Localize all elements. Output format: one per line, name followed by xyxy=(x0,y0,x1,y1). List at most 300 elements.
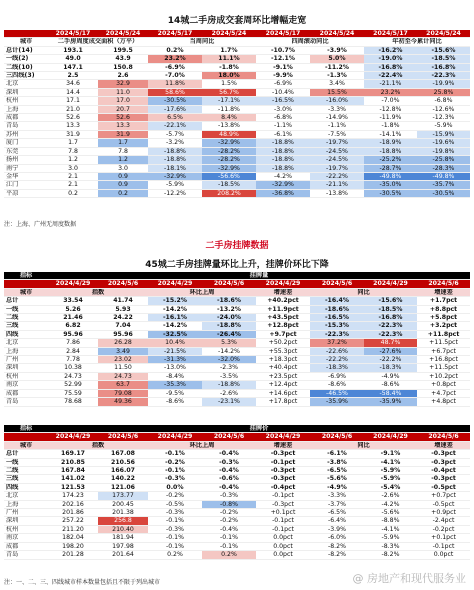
table-cell: -0.1% xyxy=(202,534,256,542)
table-cell: 7.86 xyxy=(48,339,98,347)
col-index: 指数 xyxy=(48,288,148,296)
table-cell: +18.3pct xyxy=(256,356,310,364)
table-cell: 南京 xyxy=(4,381,48,389)
date-header: 2024/4/29 xyxy=(48,280,98,288)
table-cell: -6.8% xyxy=(417,97,470,105)
col-diff: 增速差 xyxy=(256,288,310,296)
table-cell: -31.3% xyxy=(148,356,202,364)
table-cell: 23.2% xyxy=(364,88,417,96)
col-wow: 环比上周 xyxy=(148,441,256,449)
table-cell: 上海 xyxy=(4,347,48,355)
table-cell: +16.8pct xyxy=(417,356,470,364)
table-row xyxy=(4,314,470,322)
table-row xyxy=(4,181,470,189)
table-cell: 33.54 xyxy=(48,297,98,305)
table-cell: 78.68 xyxy=(48,398,98,406)
table-cell: -5.9% xyxy=(417,122,470,130)
table-cell: -19.9% xyxy=(417,80,470,88)
table1-title: 14城二手房成交套周环比增幅走宽 xyxy=(167,16,307,26)
table-cell: 青岛 xyxy=(4,122,48,130)
table-cell: -0.2% xyxy=(202,517,256,525)
table-cell: 208.2% xyxy=(202,189,256,197)
table-cell: 青岛 xyxy=(4,398,48,406)
table-cell: -6.0% xyxy=(310,534,364,542)
table-cell: -0.3pct xyxy=(417,475,470,483)
table-cell: -5.7% xyxy=(148,130,202,138)
table-row xyxy=(4,509,470,517)
table-row xyxy=(4,475,470,483)
table-cell: -2.3% xyxy=(202,364,256,372)
table-cell: -9.1% xyxy=(256,63,310,71)
table-row xyxy=(4,330,470,338)
table-cell: 95.96 xyxy=(98,330,148,338)
table-cell: -28.2% xyxy=(202,147,256,155)
table-row xyxy=(4,458,470,466)
table-cell: 26.28 xyxy=(98,339,148,347)
table-cell: -6.9% xyxy=(148,63,202,71)
table-cell: -8.6% xyxy=(310,381,364,389)
table-cell: -8.3% xyxy=(364,542,417,550)
date-header: 2024/4/29 xyxy=(256,280,310,288)
table-cell: -6.5% xyxy=(310,509,364,517)
table-cell: -0.6% xyxy=(202,475,256,483)
table-cell: -12.8% xyxy=(364,105,417,113)
table-cell: 24.73 xyxy=(98,372,148,380)
table-cell: 3.49 xyxy=(98,347,148,355)
table-cell: -16.5% xyxy=(310,314,364,322)
table-cell: 1.2 xyxy=(98,156,148,164)
table-cell: -18.8% xyxy=(256,164,310,172)
table-cell: 11.1% xyxy=(202,55,256,63)
table-cell: 13.3 xyxy=(98,122,148,130)
table-cell: -0.1% xyxy=(148,517,202,525)
table-cell: -0.3pct xyxy=(256,475,310,483)
table-cell: +11.5pct xyxy=(417,364,470,372)
table-cell: +40.4pct xyxy=(256,364,310,372)
table-cell: -32.9% xyxy=(148,172,202,180)
table-cell: -16.2% xyxy=(364,46,417,54)
table-row xyxy=(4,381,470,389)
table-cell: 扬州 xyxy=(4,156,48,164)
table-cell: 210.85 xyxy=(48,458,98,466)
date-header: 2024/5/24 xyxy=(98,30,148,38)
table-cell: -14.2% xyxy=(202,347,256,355)
table-row xyxy=(4,114,470,122)
table-cell: -32.9% xyxy=(202,139,256,147)
table-cell: -3.3% xyxy=(310,492,364,500)
table-cell: +11.9pct xyxy=(256,305,310,313)
table-row xyxy=(4,339,470,347)
table-cell: -16.0% xyxy=(310,97,364,105)
table-cell: 11.50 xyxy=(98,364,148,372)
table-cell: -0.2% xyxy=(148,492,202,500)
table-cell: -0.3pct xyxy=(417,450,470,458)
table-cell: 0.2 xyxy=(48,189,98,197)
table-cell: 2.1 xyxy=(48,172,98,180)
date-header: 2024/5/6 xyxy=(202,433,256,441)
table-cell: -0.3pct xyxy=(256,500,310,508)
table-cell: +11.5pct xyxy=(417,339,470,347)
table-cell: -12.3% xyxy=(417,114,470,122)
table-cell: 二线(10) xyxy=(4,63,48,71)
col-index: 指数 xyxy=(48,441,148,449)
volume-name: 挂牌量 xyxy=(48,272,470,280)
table-cell: 52.6 xyxy=(48,114,98,122)
table-cell: 79.08 xyxy=(98,389,148,397)
table-row xyxy=(4,297,470,305)
table-row xyxy=(4,551,470,559)
date-header: 2024/5/6 xyxy=(310,280,364,288)
table-cell: -18.8% xyxy=(148,147,202,155)
table-cell: 20.7 xyxy=(98,105,148,113)
table-cell: 厦门 xyxy=(4,139,48,147)
date-header: 2024/5/17 xyxy=(48,30,98,38)
table-cell: -1.8% xyxy=(202,63,256,71)
table-cell: -15.3% xyxy=(310,322,364,330)
date-header: 2024/5/6 xyxy=(98,433,148,441)
table-cell: -24.5% xyxy=(310,156,364,164)
table-cell: 201.28 xyxy=(48,551,98,559)
table-cell: 6.82 xyxy=(48,322,98,330)
table-cell: -18.8% xyxy=(202,381,256,389)
table-cell: 43.9 xyxy=(98,55,148,63)
table-row xyxy=(4,347,470,355)
table-cell: -16.1% xyxy=(148,314,202,322)
table-cell: 182.04 xyxy=(48,534,98,542)
table-cell: -28.3% xyxy=(417,164,470,172)
table-cell: 7.8 xyxy=(48,147,98,155)
table-cell: 31.9 xyxy=(48,130,98,138)
table-cell: -5.9% xyxy=(148,181,202,189)
table-cell: -0.3pct xyxy=(256,467,310,475)
table1-note: 注：上海、广州无周度数据 xyxy=(4,221,77,228)
table-cell: -8.6% xyxy=(148,398,202,406)
watermark: @ 房地产和现代服务业 xyxy=(352,572,466,585)
table-cell: -0.1% xyxy=(148,467,202,475)
table-row xyxy=(4,534,470,542)
table-cell: -18.6% xyxy=(310,305,364,313)
table-cell: -15.2% xyxy=(148,297,202,305)
table-cell: -10.4% xyxy=(256,88,310,96)
table-row xyxy=(4,63,470,71)
table-cell: 平凉 xyxy=(4,189,48,197)
table-row xyxy=(4,156,470,164)
table-cell: +10.2pct xyxy=(417,372,470,380)
col-city: 城市 xyxy=(4,441,48,449)
col-diff: 增速差 xyxy=(256,441,310,449)
table-cell: 197.98 xyxy=(98,542,148,550)
table-cell: 东莞 xyxy=(4,147,48,155)
table-cell: 10.38 xyxy=(48,364,98,372)
table1 xyxy=(4,30,470,198)
price-label: 指标 xyxy=(4,425,48,433)
table-cell: 34.6 xyxy=(48,80,98,88)
table-cell: -27.6% xyxy=(364,347,417,355)
date-header: 2024/5/6 xyxy=(417,280,470,288)
table-cell: -0.1% xyxy=(148,450,202,458)
table-cell: +17.8pct xyxy=(256,398,310,406)
table-cell: -19.0% xyxy=(364,55,417,63)
table-cell: -6.9% xyxy=(310,372,364,380)
table-cell: -35.0% xyxy=(364,181,417,189)
table-cell: -22.2% xyxy=(364,356,417,364)
table-cell: +12.8pct xyxy=(256,322,310,330)
table-cell: -35.3% xyxy=(148,381,202,389)
table-cell: -8.4% xyxy=(148,372,202,380)
table-cell: 23.2% xyxy=(148,55,202,63)
table-cell: 杭州 xyxy=(4,97,48,105)
table-row xyxy=(4,542,470,550)
date-header: 2024/5/17 xyxy=(148,30,202,38)
table-row xyxy=(4,189,470,197)
table-cell: -12.1% xyxy=(256,55,310,63)
date-header: 2024/5/6 xyxy=(310,433,364,441)
table-cell: -18.8% xyxy=(256,156,310,164)
table-cell: 江门 xyxy=(4,181,48,189)
table-row xyxy=(4,389,470,397)
table-cell: -18.5% xyxy=(364,305,417,313)
table-cell: -0.1pct xyxy=(256,525,310,533)
table-cell: 169.17 xyxy=(48,450,98,458)
table-cell: 3.4% xyxy=(310,80,364,88)
table-cell: 11.8% xyxy=(148,80,202,88)
table-cell: -18.5% xyxy=(417,55,470,63)
table-cell: -3.5% xyxy=(202,372,256,380)
date-header: 2024/5/17 xyxy=(364,30,417,38)
table-cell: -22.4% xyxy=(364,72,417,80)
table-cell: -1.8% xyxy=(364,122,417,130)
table-cell: -14.9% xyxy=(310,114,364,122)
table-cell: 3.0 xyxy=(48,164,98,172)
table-cell: +0.9pct xyxy=(417,509,470,517)
table1-header-row xyxy=(4,38,470,46)
table-row xyxy=(4,164,470,172)
table-cell: 成都 xyxy=(4,389,48,397)
table-cell: -16.8% xyxy=(364,63,417,71)
table-cell: -46.5% xyxy=(310,389,364,397)
table-cell: 南宁 xyxy=(4,164,48,172)
table-cell: -9.5% xyxy=(148,389,202,397)
table-cell: +23.5pct xyxy=(256,372,310,380)
table-cell: -3.7% xyxy=(310,500,364,508)
table-cell: -26.4% xyxy=(202,330,256,338)
table-cell: -22.1% xyxy=(148,122,202,130)
table-cell: -3.9% xyxy=(310,525,364,533)
table-cell: 200.45 xyxy=(98,500,148,508)
date-header: 2024/5/6 xyxy=(417,433,470,441)
date-header: 2024/4/29 xyxy=(256,433,310,441)
date-header: 2024/5/24 xyxy=(310,30,364,38)
table-cell: 198.20 xyxy=(48,542,98,550)
table-cell: 167.08 xyxy=(98,450,148,458)
table-row xyxy=(4,97,470,105)
col-diff2: 增速差 xyxy=(417,441,470,449)
table-cell: -19.6% xyxy=(417,139,470,147)
table-row xyxy=(4,483,470,491)
table-cell: -3.2% xyxy=(148,139,202,147)
table-cell: 32.9 xyxy=(98,80,148,88)
table-cell: 0.0pct xyxy=(256,534,310,542)
table-row xyxy=(4,105,470,113)
table-cell: -22.2% xyxy=(310,356,364,364)
table-cell: 17.1 xyxy=(48,97,98,105)
table-cell: -12.6% xyxy=(417,105,470,113)
table-cell: -0.1pct xyxy=(256,492,310,500)
date-header: 2024/4/29 xyxy=(48,433,98,441)
table-cell: 青岛 xyxy=(4,551,48,559)
table-cell: -14.2% xyxy=(148,322,202,330)
table-cell: 四线 xyxy=(4,330,48,338)
table-cell: -8.2% xyxy=(364,551,417,559)
table-cell: -8.2% xyxy=(310,542,364,550)
table-cell: -23.1% xyxy=(202,398,256,406)
table-row xyxy=(4,398,470,406)
table-cell: -6.1% xyxy=(256,130,310,138)
table-cell: 13.3 xyxy=(48,122,98,130)
table-row xyxy=(4,122,470,130)
table-cell: 成都 xyxy=(4,114,48,122)
table-cell: 2.1 xyxy=(48,181,98,189)
table-cell: 北京 xyxy=(4,339,48,347)
table-cell: -0.5% xyxy=(148,500,202,508)
table-cell: -0.4% xyxy=(202,525,256,533)
table-cell: 北京 xyxy=(4,80,48,88)
table-cell: -0.4% xyxy=(202,467,256,475)
table-cell: 52.6 xyxy=(98,114,148,122)
date-corner xyxy=(4,30,48,38)
table-cell: -21.5% xyxy=(148,347,202,355)
table-cell: 201.86 xyxy=(48,509,98,517)
table-cell: 成都 xyxy=(4,542,48,550)
table-cell: -22.3% xyxy=(364,330,417,338)
date-header: 2024/4/29 xyxy=(148,280,202,288)
table-cell: 7.78 xyxy=(48,356,98,364)
table-cell: -14.1% xyxy=(364,130,417,138)
table-cell: 四线 xyxy=(4,483,48,491)
table1-date-row xyxy=(4,30,470,38)
table-cell: 201.38 xyxy=(98,509,148,517)
table-cell: 2.84 xyxy=(48,347,98,355)
table-cell: -18.1% xyxy=(148,164,202,172)
table-cell: +50.2pct xyxy=(256,339,310,347)
table-cell: -6.5% xyxy=(310,467,364,475)
col-wow: 环比上周 xyxy=(148,288,256,296)
table-cell: 21.46 xyxy=(48,314,98,322)
price-date-row xyxy=(4,433,470,441)
table-cell: 1.2 xyxy=(48,156,98,164)
table-cell: +0.7pct xyxy=(417,492,470,500)
table-cell: -16.5% xyxy=(256,97,310,105)
table-cell: -3.8% xyxy=(310,458,364,466)
table-cell: 总计(14) xyxy=(4,46,48,54)
table-cell: +43.5pct xyxy=(256,314,310,322)
table-cell: 10.4% xyxy=(148,339,202,347)
table-cell: 金华 xyxy=(4,172,48,180)
table-cell: 8.4% xyxy=(202,114,256,122)
table-cell: 0.9 xyxy=(98,181,148,189)
table-cell: -5.9% xyxy=(364,467,417,475)
table-cell: -0.5pct xyxy=(417,483,470,491)
table-cell: -0.4pct xyxy=(417,467,470,475)
table-cell: 0.0pct xyxy=(256,551,310,559)
table-cell: 95.96 xyxy=(48,330,98,338)
table-cell: -19.8% xyxy=(417,147,470,155)
table-row xyxy=(4,80,470,88)
volume-date-row xyxy=(4,280,470,288)
table-row xyxy=(4,525,470,533)
table-cell: -11.9% xyxy=(364,114,417,122)
col-wow: 当周同比 xyxy=(148,38,256,46)
table-cell: -35.9% xyxy=(364,398,417,406)
table-cell: 52.99 xyxy=(48,381,98,389)
table-cell: -5.4% xyxy=(364,483,417,491)
table2-note: 注：一、二、三、四线城市样本数量包括且不限于列出城市 xyxy=(4,579,161,586)
table-cell: 63.7 xyxy=(98,381,148,389)
table-cell: 31.9 xyxy=(98,130,148,138)
table-cell: +5.8pct xyxy=(417,314,470,322)
table-cell: 1.7 xyxy=(48,139,98,147)
price-header-row xyxy=(4,441,470,449)
table-cell: -16.8% xyxy=(417,63,470,71)
table-cell: -13.0% xyxy=(148,364,202,372)
table-cell: 南京 xyxy=(4,534,48,542)
table-cell: 深圳 xyxy=(4,517,48,525)
table-cell: 0.2% xyxy=(148,551,202,559)
date-header: 2024/5/6 xyxy=(202,280,256,288)
table-cell: -18.8% xyxy=(202,322,256,330)
table-cell: 一线 xyxy=(4,458,48,466)
table-cell: -12.2% xyxy=(148,189,202,197)
table-cell: 210.56 xyxy=(98,458,148,466)
table-cell: +8.8pct xyxy=(417,305,470,313)
table-cell: -5.6% xyxy=(364,509,417,517)
table-row xyxy=(4,88,470,96)
table-cell: 210.40 xyxy=(98,525,148,533)
table-cell: 17.0 xyxy=(98,97,148,105)
col-diff2: 增速差 xyxy=(417,288,470,296)
table-cell: -0.2% xyxy=(148,458,202,466)
table-cell: 24.73 xyxy=(48,372,98,380)
volume-label-row xyxy=(4,272,470,280)
table-cell: -0.1pct xyxy=(256,458,310,466)
table-cell: 23.02 xyxy=(98,356,148,364)
table-cell: 6.5% xyxy=(148,114,202,122)
date-header: 2024/5/17 xyxy=(256,30,310,38)
table-cell: +14.6pct xyxy=(256,389,310,397)
table-cell: +6.7pct xyxy=(417,347,470,355)
table-cell: 5.0% xyxy=(310,55,364,63)
table-cell: 深圳 xyxy=(4,364,48,372)
price-label-row xyxy=(4,425,470,433)
table-cell: -5.9% xyxy=(364,475,417,483)
table-cell: -19.7% xyxy=(310,164,364,172)
table-cell: +0.8pct xyxy=(417,381,470,389)
table-cell: -28.2% xyxy=(202,156,256,164)
table-cell: -0.1pct xyxy=(417,542,470,550)
table-cell: +1.7pct xyxy=(417,297,470,305)
table-cell: -36.8% xyxy=(256,189,310,197)
table-row xyxy=(4,72,470,80)
table2-title: 45城二手房挂牌量环比上升，挂牌价环比下降 xyxy=(145,260,329,270)
price-name: 挂牌价 xyxy=(48,425,470,433)
table-cell: 41.74 xyxy=(98,297,148,305)
date-header: 2024/4/29 xyxy=(148,433,202,441)
table-cell: 256.8 xyxy=(98,517,148,525)
table-cell: 202.16 xyxy=(48,500,98,508)
table-cell: -4.1% xyxy=(364,458,417,466)
table-cell: 一线(2) xyxy=(4,55,48,63)
table-cell: 181.94 xyxy=(98,534,148,542)
